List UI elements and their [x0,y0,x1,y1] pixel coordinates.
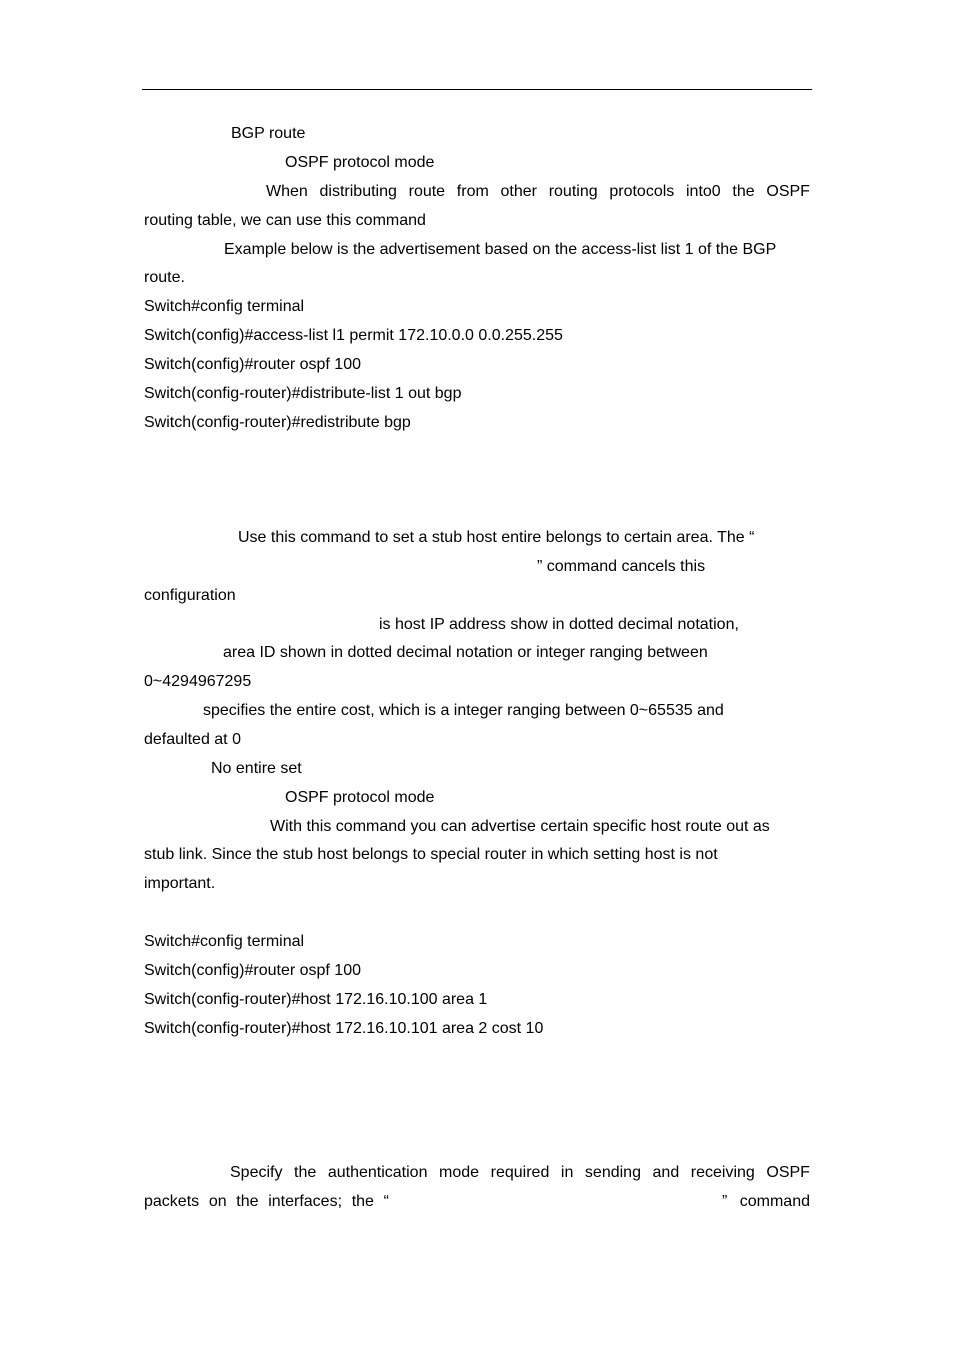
cli-command: Switch(config-router)#host 172.16.10.100 area 1 [144,991,488,1008]
usage-line-end: important. [144,875,216,892]
function-line: Specify the authentication mode required in sending and receiving OSPF [230,1164,810,1181]
usage-line-cont: stub link. Since the stub host belongs to special router in which setting host is not [144,846,718,863]
cli-command: Switch(config-router)#distribute-list 1 out bgp [144,385,462,402]
function-line-end: configuration [144,587,236,604]
parameter-line-cont: 0~4294967295 [144,673,252,690]
function-line-cont-right: ” command [722,1193,810,1210]
usage-line-cont: routing table, we can use this command [144,212,426,229]
cli-command: Switch(config)#router ospf 100 [144,962,361,979]
function-line-cont: ” command cancels this [537,558,706,575]
cli-command: Switch(config)#router ospf 100 [144,356,361,373]
usage-line: With this command you can advertise certain specific host route out as [270,818,770,835]
function-line-cont-left: packets on the interfaces; the “ [144,1193,389,1210]
usage-line: When distributing route from other routing protocols into0 the OSPF [266,183,810,200]
cli-command: Switch#config terminal [144,298,305,315]
cli-command: Switch(config-router)#host 172.16.10.101 area 2 cost 10 [144,1020,544,1037]
header-rule [142,89,812,90]
default-line: No entire set [211,760,302,777]
command-mode-line: OSPF protocol mode [285,154,435,171]
example-line-cont: route. [144,269,185,286]
usage-guide-line: BGP route [231,125,306,142]
parameter-line-cont: defaulted at 0 [144,731,241,748]
cli-command: Switch(config)#access-list l1 permit 172.10.0.0 0.0.255.255 [144,327,563,344]
cli-command: Switch#config terminal [144,933,305,950]
example-line: Example below is the advertisement based on the access-list list 1 of the BGP [224,241,777,258]
command-mode-line: OSPF protocol mode [285,789,435,806]
parameter-line: specifies the entire cost, which is a integer ranging between 0~65535 and [203,702,724,719]
cli-command: Switch(config-router)#redistribute bgp [144,414,411,431]
function-line: Use this command to set a stub host entire belongs to certain area. The “ [238,529,755,546]
parameter-line: is host IP address show in dotted decimal notation, [379,616,739,633]
parameter-line: area ID shown in dotted decimal notation or integer ranging between [223,644,708,661]
